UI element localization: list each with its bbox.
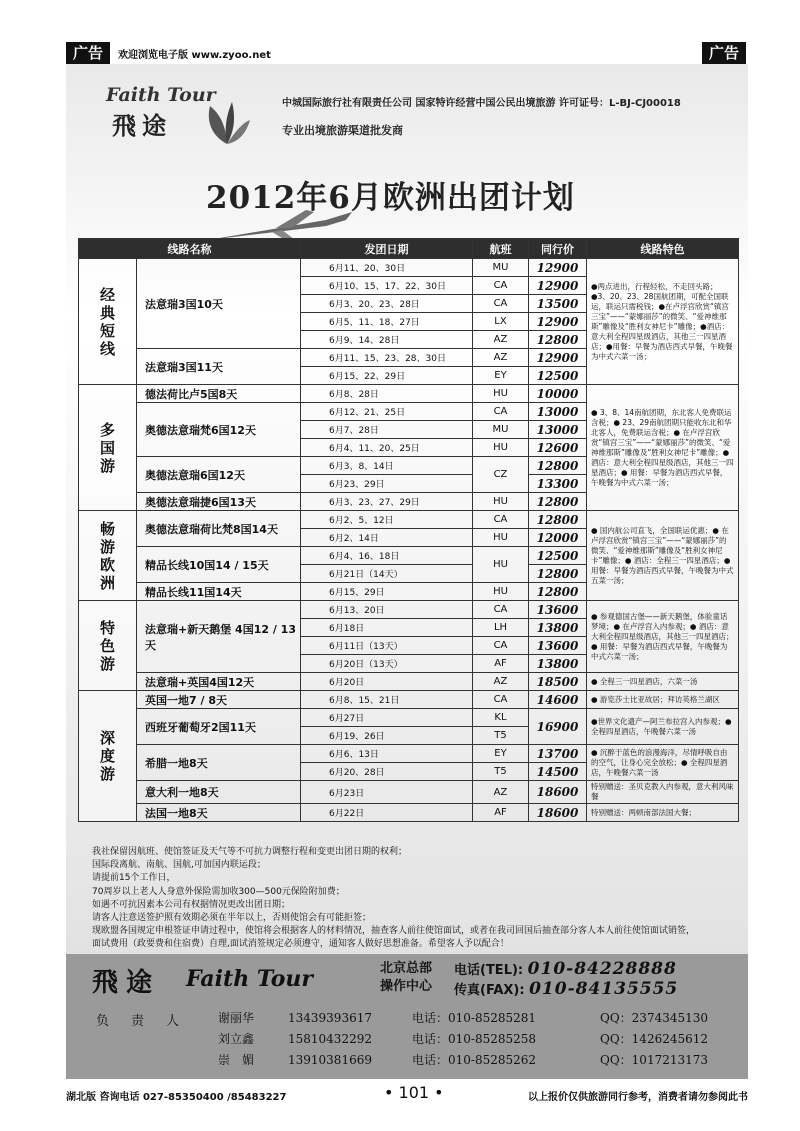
route-name: 法意瑞3国11天 [137,349,301,385]
ad-label-right: 广告 [702,42,746,64]
flight: CA [473,691,529,709]
flight: CA [473,511,529,529]
route-name: 精品长线11国14天 [137,583,301,601]
category-classic: 经典短线 [79,259,137,385]
table-row [79,745,739,763]
logo-chinese: 飛途 [112,111,172,140]
depart-date: 6月11、20、30日 [301,259,473,277]
price: 12600 [529,439,587,457]
flight: MU [473,421,529,439]
footer-logo-chinese: 飛途 [92,968,161,998]
route-features: ●世界文化遗产—阿兰布拉宫入内参观；●全程四星酒店，午晚餐六菜一汤 [587,709,739,745]
route-name: 法国一地8天 [137,804,301,822]
manager-label: 负责人 [96,1014,202,1029]
terms-notes [92,846,722,952]
depart-date: 6月11、15、23、28、30日 [301,349,473,367]
flight: EY [473,367,529,385]
page-footer [66,1083,748,1105]
category-in-depth: 深度游 [79,691,137,822]
table-row [79,673,739,691]
contact-row [218,1008,738,1029]
flight: HU [473,439,529,457]
depart-date: 6月3、23、27、29日 [301,493,473,511]
price: 12900 [529,313,587,331]
route-features: ● 游览莎士比亚故居；拜访英格兰湖区 [587,691,739,709]
route-name: 奥德法意瑞荷比梵8国14天 [137,511,301,547]
table-row [79,691,739,709]
depart-date: 6月19、26日 [301,727,473,745]
flight: HU [473,385,529,403]
depart-date: 6月18日 [301,619,473,637]
slogan: 专业出境旅游渠道批发商 [282,124,403,137]
price: 13800 [529,619,587,637]
route-name: 英国一地7 / 8天 [137,691,301,709]
route-features: ● 沉醉于蓝色的浪漫海洋，尽情呼吸自由的空气，让身心完全放松；● 全程四星酒店，午晚餐六菜一汤 [587,745,739,781]
depart-date: 6月11日（13天） [301,637,473,655]
route-name: 奥德法意瑞捷6国13天 [137,493,301,511]
ad-label-left: 广告 [66,42,110,64]
price: 12800 [529,493,587,511]
contact-name: 刘立鑫 [218,1032,255,1046]
route-name: 法意瑞+英国4国12天 [137,673,301,691]
depart-date: 6月20、28日 [301,763,473,781]
leaf-icon [202,100,252,146]
route-features: 特别赠送：圣贝克教入内参观，意大利风味餐 [587,781,739,804]
contact-mobile[interactable]: 15810432292 [288,1032,372,1046]
flight: AZ [473,673,529,691]
flight: T5 [473,727,529,745]
price: 13500 [529,295,587,313]
price: 13600 [529,637,587,655]
price: 12900 [529,259,587,277]
depart-date: 6月10、15、17、22、30日 [301,277,473,295]
depart-date: 6月13、20日 [301,601,473,619]
price: 12900 [529,277,587,295]
depart-date: 6月23、29日 [301,475,473,493]
route-name: 奥德法意瑞6国12天 [137,457,301,493]
price: 10000 [529,385,587,403]
price: 12000 [529,529,587,547]
table-row [79,259,739,277]
page-title: 2012年6月欧洲出团计划 [206,180,575,216]
contact-row [218,1029,738,1050]
fax-number[interactable]: 010-84135555 [529,979,679,999]
price: 12500 [529,547,587,565]
tour-schedule-table [78,238,739,822]
route-name: 法意瑞3国10天 [137,259,301,349]
depart-date: 6月2、5、12日 [301,511,473,529]
price: 12500 [529,367,587,385]
contact-qq[interactable]: QQ：1017213173 [600,1053,709,1067]
price: 13800 [529,655,587,673]
depart-date: 6月15、22、29日 [301,367,473,385]
flight: AF [473,655,529,673]
category-multi-country: 多国游 [79,385,137,511]
price: 13000 [529,421,587,439]
footer-logo-english: Faith Tour [186,966,313,992]
route-features: ● 国内航公司直飞，全国联运优惠；● 在卢浮宫欣赏“镇宫三宝”——“蒙娜丽莎”的微笑、“爱神维那斯”雕像及“胜利女神尼卡”雕像；● 酒店：全程三一四星酒店；● 用餐：早餐为酒店西式早餐，午晚餐为中式五菜一汤； [587,511,739,601]
table-row [79,511,739,529]
depart-date: 6月27日 [301,709,473,727]
route-name: 奥德法意瑞梵6国12天 [137,403,301,457]
category-europe-tour: 畅游欧洲 [79,511,137,601]
edition-hotline: 湖北版 咨询电话 027-85350400 /85483227 [66,1092,287,1103]
note-line: 请提前15个工作日， [92,873,176,884]
page-number: • 101 • [384,1083,444,1102]
table-row [79,804,739,822]
logo-english: Faith Tour [106,84,216,106]
contact-name: 谢丽华 [218,1011,255,1025]
depart-date: 6月4、16、18日 [301,547,473,565]
route-name: 德法荷比卢5国8天 [137,385,301,403]
price: 12900 [529,349,587,367]
contact-list [218,1008,738,1071]
price: 12800 [529,583,587,601]
route-features: ● 3、8、14南航团期，东北客人免费联运含税；● 23、29南航团期只能收东北和华北客人，免费联运含税；● 在卢浮宫欣赏“镇宫三宝”——“蒙娜丽莎”的微笑、“爱神维那斯”雕像及“胜利女神尼卡”雕像；● 酒店：意大利全程四星级酒店，其他三一四星酒店；● 用餐：早餐为酒店西式早餐，午晚餐为中式六菜一汤； [587,385,739,511]
tel-number[interactable]: 010-84228888 [527,959,677,979]
hq-line: 北京总部 [380,961,433,976]
depart-date: 6月3、8、14日 [301,457,473,475]
note-line: 如遇不可抗因素本公司有权据情况更改出团日期； [92,899,291,910]
depart-date: 6月8、28日 [301,385,473,403]
disclaimer: 以上报价仅供旅游同行参考，消费者请勿参阅此书 [528,1092,748,1103]
flight: HU [473,493,529,511]
contact-tel[interactable]: 电话：010-85285262 [412,1053,537,1067]
route-name: 法意瑞+新天鹅堡 4国12 / 13天 [137,601,301,673]
table-row [79,601,739,619]
col-header-date: 发团日期 [301,239,473,259]
depart-date: 6月9、14、28日 [301,331,473,349]
route-features: ● 参观德国古堡——新天鹅堡，体验童话梦境；● 在卢浮宫入内参观；● 酒店：意大利全程四星级酒店，其他三一四星酒店；● 用餐：早餐为酒店西式早餐，午晚餐为中式六菜一汤； [587,601,739,673]
note-line: 国际段离航、南航、国航,可加国内联运段； [92,860,266,871]
hq-labels [380,960,432,996]
depart-date: 6月22日 [301,804,473,822]
note-line: 70周岁以上老人人身意外保险需加收300—500元保险附加费； [92,886,345,897]
flight: CA [473,295,529,313]
flight: HU [473,583,529,601]
flight: CA [473,403,529,421]
depart-date: 6月15、29日 [301,583,473,601]
contact-qq[interactable]: QQ：2374345130 [600,1011,709,1025]
route-features: 特别赠送：两顿南部法国大餐； [587,804,739,822]
contact-mobile[interactable]: 13439393617 [288,1011,372,1025]
contact-mobile[interactable]: 13910381669 [288,1053,372,1067]
ops-line: 操作中心 [380,979,433,994]
contact-footer [66,954,748,1079]
price: 14500 [529,763,587,781]
price: 14600 [529,691,587,709]
price: 16900 [529,709,587,745]
route-name: 希腊一地8天 [137,745,301,781]
contact-tel[interactable]: 电话：010-85285258 [412,1032,537,1046]
hq-phones [454,960,678,1000]
contact-qq[interactable]: QQ：1426245612 [600,1032,709,1046]
depart-date: 6月12、21、25日 [301,403,473,421]
flight: HU [473,529,529,547]
category-special: 特色游 [79,601,137,691]
price: 13600 [529,601,587,619]
note-line: 现欧盟各国规定申根签证申请过程中，使馆将会根据客人的材料情况，抽查客人前往使馆面试，或者在我司回国后抽查部分客人本人前往使馆面试销签， [92,926,696,937]
depart-date: 6月23日 [301,781,473,804]
flight: LH [473,619,529,637]
price: 13700 [529,745,587,763]
fax-line [454,980,678,1000]
flight: T5 [473,763,529,781]
flight: CZ [473,457,529,493]
depart-date: 6月5、11、18、27日 [301,313,473,331]
route-features: ●两点进出，行程轻松，不走回头路；●3、20、23、28国航团期，可配全国联运，联运只需税钱；●在卢浮宫欣赏“镇宫三宝”——“蒙娜丽莎”的微笑、“爱神维那斯”雕像及“胜利女神尼卡”雕像；●酒店：意大利全程四星级酒店，其他三一四星酒店；●用餐：早餐为酒店西式早餐，午晚餐为中式六菜一汤； [587,259,739,385]
note-line: 请客人注意送签护照有效期必须在半年以上，否则使馆会有可能拒签； [92,913,372,924]
depart-date: 6月3、20、23、28日 [301,295,473,313]
price: 12800 [529,565,587,583]
route-name: 精品长线10国14 / 15天 [137,547,301,583]
price: 18600 [529,781,587,804]
welcome-text[interactable]: 欢迎浏览电子版 www.zyoo.net [118,50,271,61]
depart-date: 6月8、15、21日 [301,691,473,709]
top-bar [66,42,746,64]
flight: EY [473,745,529,763]
tel-line [454,960,678,980]
price: 18500 [529,673,587,691]
col-header-route: 线路名称 [79,239,301,259]
flight: HU [473,547,529,583]
contact-name: 崇 媚 [218,1053,255,1067]
route-name: 西班牙葡萄牙2国11天 [137,709,301,745]
flight: MU [473,259,529,277]
table-row [79,385,739,403]
table-row [79,781,739,804]
col-header-price: 同行价 [529,239,587,259]
brand-logo [106,84,246,154]
depart-date: 6月2、14日 [301,529,473,547]
depart-date: 6月4、11、20、25日 [301,439,473,457]
route-features: ● 全程三一四星酒店，六菜一汤 [587,673,739,691]
note-line: 我社保留因航班、使馆签证及天气等不可抗力调整行程和变更出团日期的权利； [92,847,408,857]
table-row [79,709,739,727]
contact-tel[interactable]: 电话：010-85285281 [412,1011,537,1025]
contact-row [218,1050,738,1071]
depart-date: 6月7、28日 [301,421,473,439]
flight: CA [473,637,529,655]
depart-date: 6月20日 [301,673,473,691]
price: 13000 [529,403,587,421]
flight: LX [473,313,529,331]
flight: AZ [473,331,529,349]
price: 13300 [529,475,587,493]
flight: CA [473,277,529,295]
route-name: 意大利一地8天 [137,781,301,804]
depart-date: 6月21日（14天） [301,565,473,583]
company-license: 中城国际旅行社有限责任公司 国家特许经营中国公民出境旅游 许可证号：L-BJ-CJ00018 [282,98,681,109]
flight: KL [473,709,529,727]
price: 18600 [529,804,587,822]
depart-date: 6月6、13日 [301,745,473,763]
col-header-flight: 航班 [473,239,529,259]
note-line: 面试费用（政要费和住宿费）自理,面试消签规定必须遵守，通知客人做好思想准备。希望客人予以配合！ [92,939,509,950]
flight: CA [473,601,529,619]
col-header-features: 线路特色 [587,239,739,259]
flight: AZ [473,349,529,367]
tel-label: 电话(TEL): [454,963,524,978]
price: 12800 [529,331,587,349]
price: 12800 [529,511,587,529]
flight: AF [473,804,529,822]
fax-label: 传真(FAX): [454,983,525,998]
price: 12800 [529,457,587,475]
depart-date: 6月20日（13天） [301,655,473,673]
table-header-row [79,239,739,259]
flight: AZ [473,781,529,804]
